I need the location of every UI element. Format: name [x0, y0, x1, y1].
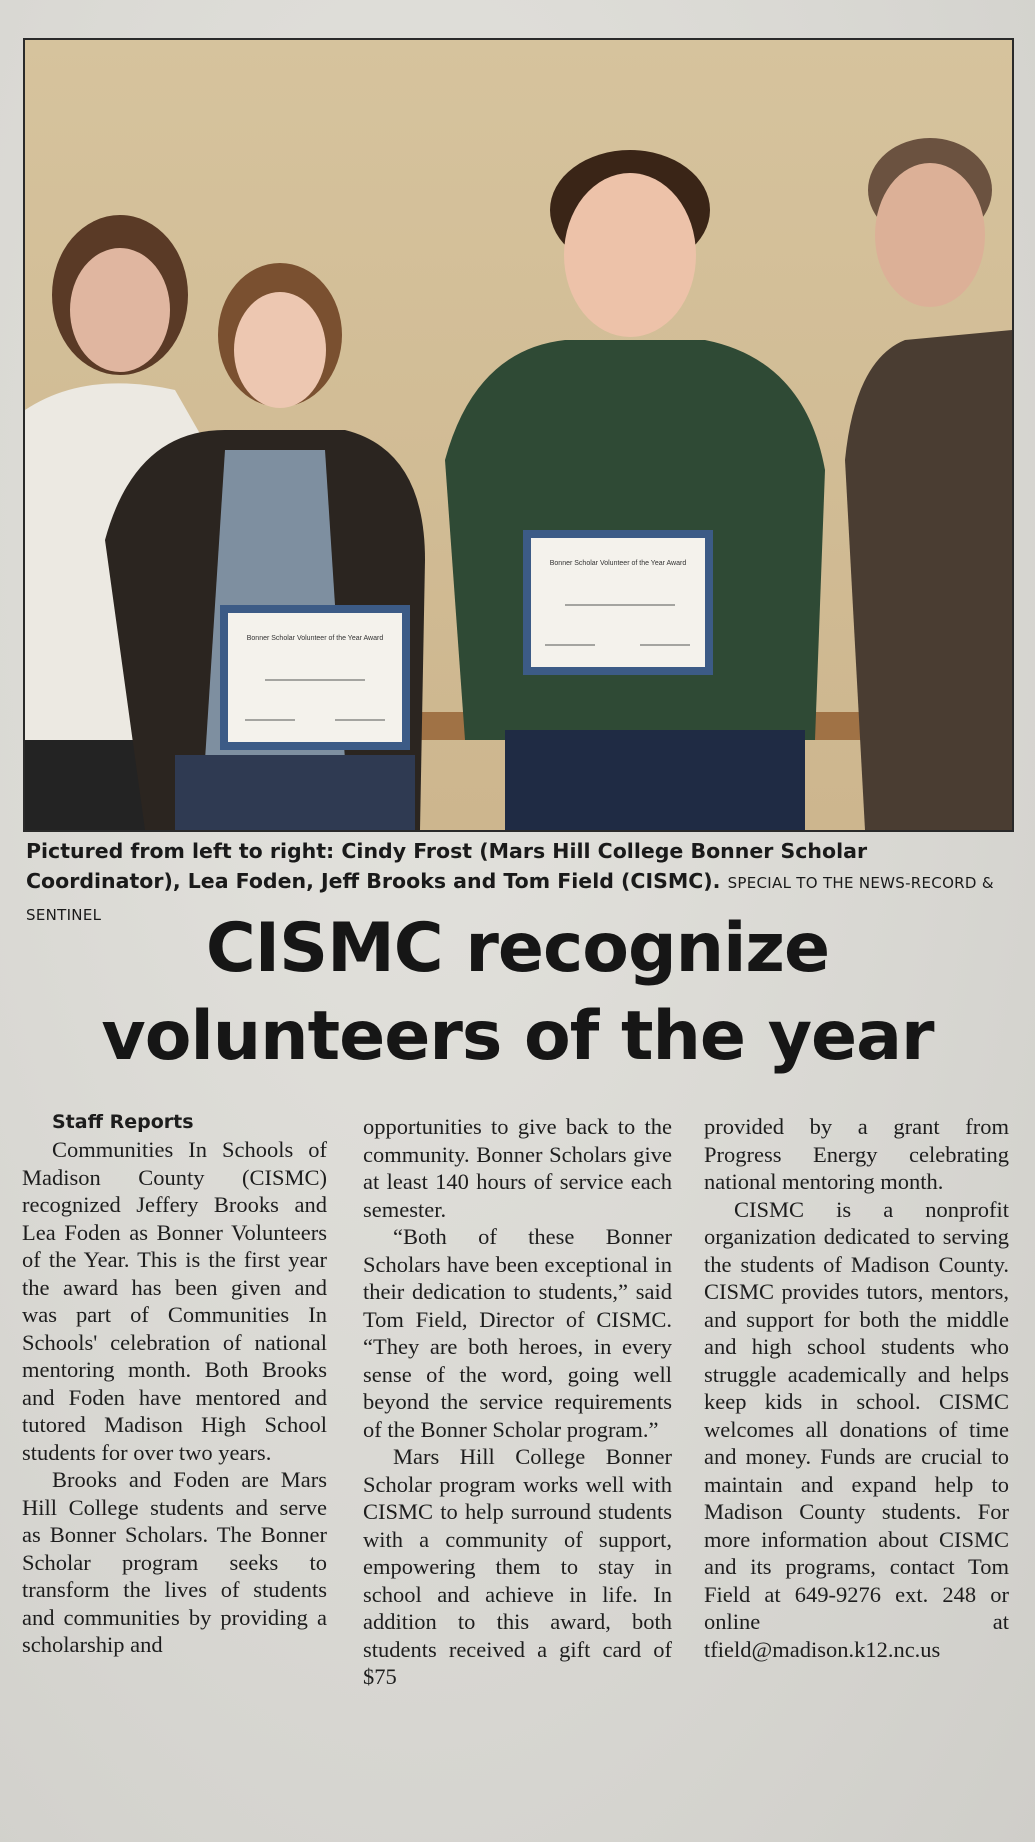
photo-illustration	[25, 40, 1012, 830]
paragraph: Brooks and Foden are Mars Hill College students and serve as Bonner Scholars. The Bonner Scholar program seeks to transform the lives of students and communities by providing a scholarship and	[22, 1467, 327, 1657]
certificate-right	[523, 530, 713, 675]
paragraph: CISMC is a nonprofit organization dedicated to serving the students of Madison County. CISMC provides tutors, mentors, and support for both the middle and high school students who struggle academically and helps keep kids in school. CISMC welcomes all donations of time and money. Funds are crucial to maintain and expand help to Madison County students. For more information about CISMC and its programs, contact Tom Field at 649-9276 ext. 248 or online at tfield@madison.k12.nc.us	[704, 1196, 1009, 1662]
paragraph: opportunities to give back to the community. Bonner Scholars give at least 140 hours of service each semester.	[363, 1114, 672, 1222]
group-photo	[23, 38, 1014, 832]
photo-credit: SPECIAL TO THE NEWS-RECORD & SENTINEL	[26, 874, 994, 924]
paragraph: provided by a grant from Progress Energy celebrating national mentoring month.	[704, 1114, 1009, 1194]
headline-line-2: volunteers of the year	[101, 997, 934, 1076]
article-column-3	[704, 1113, 1009, 1663]
paragraph: Mars Hill College Bonner Scholar program works well with CISMC to help surround students with a community of support, empowering them to stay in school and achieve in life. In addition to this award, both students received a gift card of $75	[363, 1444, 672, 1689]
article-headline	[0, 905, 1035, 1081]
certificate-left-title: Bonner Scholar Volunteer of the Year Award	[246, 635, 384, 642]
byline: Staff Reports	[52, 1111, 194, 1133]
certificate-right-title: Bonner Scholar Volunteer of the Year Award	[549, 560, 687, 567]
article-column-2	[363, 1113, 672, 1691]
article-column-1	[22, 1108, 327, 1659]
headline-line-1: CISMC recognize	[205, 909, 830, 988]
paragraph: Communities In Schools of Madison County (CISMC) recognized Jeffery Brooks and Lea Foden as Bonner Volunteers of the Year. This is the first year the award has been given and was part of Communities In Schools' celebration of national mentoring month. Both Brooks and Foden have mentored and tutored Madison High School students for over two years.	[22, 1137, 327, 1465]
certificate-left	[220, 605, 410, 750]
paragraph: “Both of these Bonner Scholars have been exceptional in their dedication to students,” said Tom Field, Director of CISMC. “They are both heroes, in every sense of the word, going well beyond the service requirements of the Bonner Scholar program.”	[363, 1224, 672, 1442]
caption-text: Pictured from left to right: Cindy Frost (Mars Hill College Bonner Scholar Coordinator), Lea Foden, Jeff Brooks and Tom Field (CISMC).	[26, 839, 868, 893]
